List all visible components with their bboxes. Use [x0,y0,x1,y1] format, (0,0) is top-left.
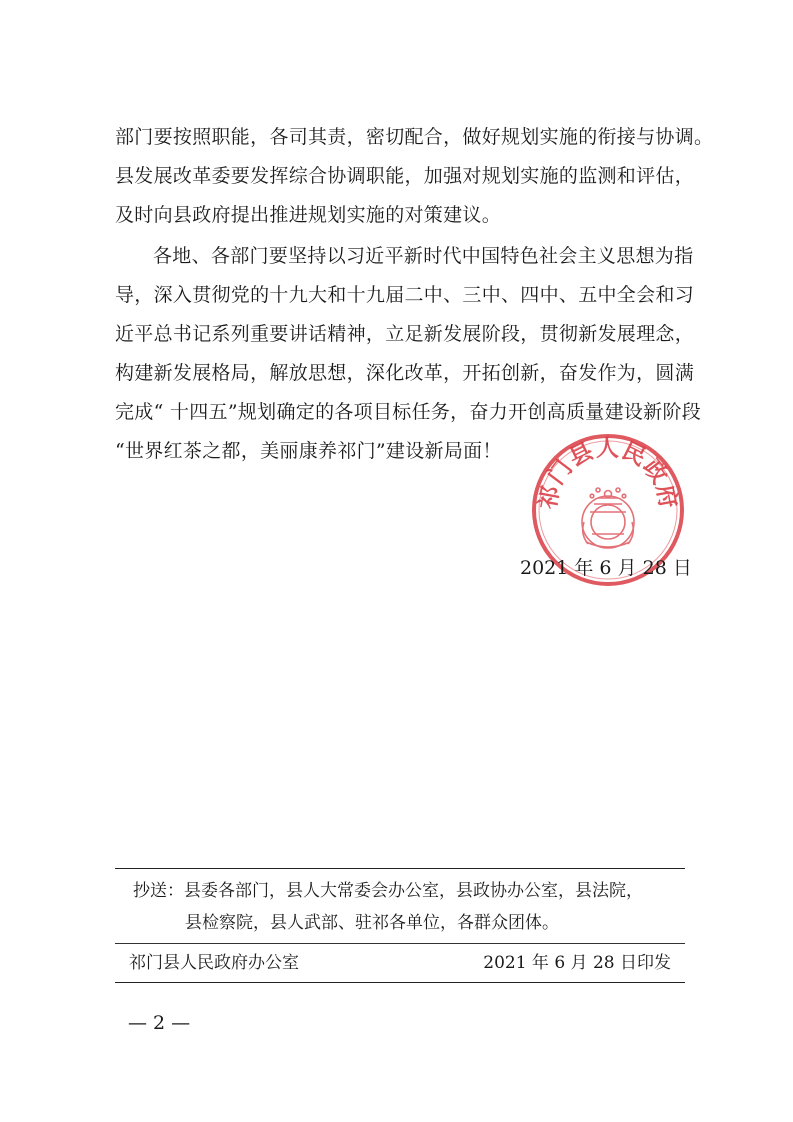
text-line: 完成“ 十四五”规划确定的各项目标任务，奋力开创高质量建设新阶段 [115,401,702,423]
body-text [115,118,714,471]
text-line: 县发展改革委要发挥综合协调职能，加强对规划实施的监测和评估， [115,165,695,187]
text-line: 及时向县政府提出推进规划实施的对策建议。 [115,204,502,226]
distribution-line: 县检察院，县人武部、驻祁各单位，各群众团体。 [185,913,559,933]
distribution-block [115,868,685,983]
issue-date: 2021 年 6 月 28 日印发 [483,953,671,973]
text-line: “世界红茶之都，美丽康养祁门”建设新局面！ [115,440,502,462]
text-line: 构建新发展格局，解放思想，深化改革，开拓创新，奋发作为，圆满 [115,362,695,384]
seal-text: 祁门县人民政府 [534,434,682,512]
text-line: 近平总书记系列重要讲话精神，立足新发展阶段，贯彻新发展理念， [115,323,695,345]
text-line: 导，深入贯彻党的十九大和十九届二中、三中、四中、五中全会和习 [115,284,695,306]
signature-date: 2021 年 6 月 28 日 [520,557,692,579]
issuing-office: 祁门县人民政府办公室 [129,953,299,973]
distribution-list [115,869,685,943]
distribution-line: 抄送：县委各部门，县人大常委会办公室，县政协办公室，县法院， [133,881,643,901]
paragraph-1 [115,118,714,235]
divider-bottom [115,982,685,983]
text-line: 部门要按照职能，各司其责，密切配合，做好规划实施的衔接与协调。 [115,126,714,148]
text-line: 各地、各部门要坚持以习近平新时代中国特色社会主义思想为指 [153,245,694,267]
issuer-row [115,944,685,982]
page-number: — 2 — [128,1012,191,1034]
